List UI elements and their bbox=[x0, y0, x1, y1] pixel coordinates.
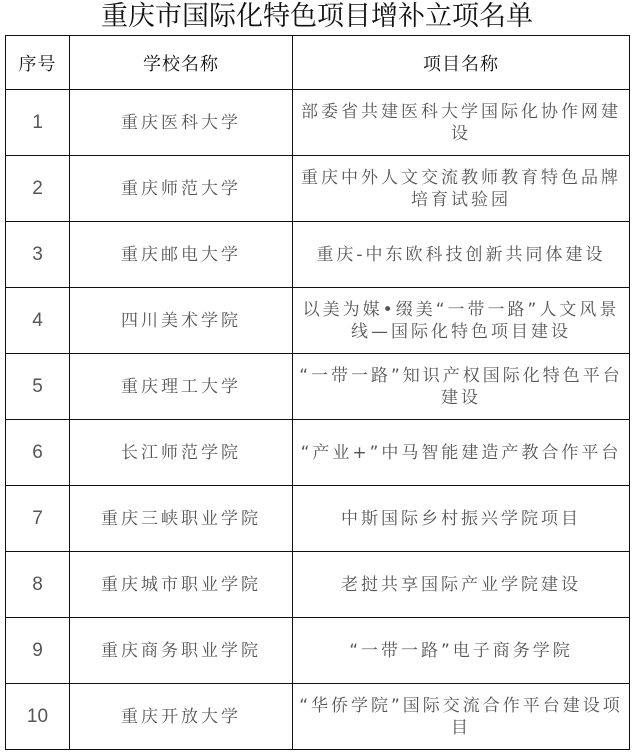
row-school: 四川美术学院 bbox=[70, 288, 293, 354]
row-project: “华侨学院”国际交流合作平台建设项目 bbox=[293, 684, 630, 750]
row-school: 重庆理工大学 bbox=[70, 354, 293, 420]
row-no: 1 bbox=[6, 90, 70, 156]
row-project: “一带一路”电子商务学院 bbox=[293, 618, 630, 684]
table-row bbox=[6, 618, 630, 684]
row-no: 3 bbox=[6, 222, 70, 288]
document-title: 重庆市国际化特色项目增补立项名单 bbox=[101, 1, 533, 32]
row-project: 中斯国际乡村振兴学院项目 bbox=[293, 486, 630, 552]
row-school: 重庆三峡职业学院 bbox=[70, 486, 293, 552]
row-no: 8 bbox=[6, 552, 70, 618]
header-school: 学校名称 bbox=[70, 36, 293, 90]
table-row bbox=[6, 354, 630, 420]
row-school: 重庆医科大学 bbox=[70, 90, 293, 156]
row-project: 以美为媒•缀美“一带一路”人文风景线—国际化特色项目建设 bbox=[293, 288, 630, 354]
table-row bbox=[6, 684, 630, 750]
row-school: 重庆开放大学 bbox=[70, 684, 293, 750]
row-project: “一带一路”知识产权国际化特色平台建设 bbox=[293, 354, 630, 420]
row-no: 10 bbox=[6, 684, 70, 750]
row-school: 重庆商务职业学院 bbox=[70, 618, 293, 684]
row-no: 9 bbox=[6, 618, 70, 684]
table-row bbox=[6, 552, 630, 618]
header-project: 项目名称 bbox=[293, 36, 630, 90]
table-row bbox=[6, 420, 630, 486]
project-list-table bbox=[5, 35, 630, 750]
row-project: 部委省共建医科大学国际化协作网建设 bbox=[293, 90, 630, 156]
row-project: 老挝共享国际产业学院建设 bbox=[293, 552, 630, 618]
row-no: 5 bbox=[6, 354, 70, 420]
table-row bbox=[6, 486, 630, 552]
table-row bbox=[6, 288, 630, 354]
row-no: 6 bbox=[6, 420, 70, 486]
row-project: 重庆-中东欧科技创新共同体建设 bbox=[293, 222, 630, 288]
row-school: 重庆师范大学 bbox=[70, 156, 293, 222]
row-school: 重庆城市职业学院 bbox=[70, 552, 293, 618]
table-header-row bbox=[6, 36, 630, 90]
row-school: 重庆邮电大学 bbox=[70, 222, 293, 288]
row-project: 重庆中外人文交流教师教育特色品牌培育试验园 bbox=[293, 156, 630, 222]
row-school: 长江师范学院 bbox=[70, 420, 293, 486]
table-row bbox=[6, 156, 630, 222]
row-no: 2 bbox=[6, 156, 70, 222]
row-no: 4 bbox=[6, 288, 70, 354]
table-row bbox=[6, 222, 630, 288]
row-no: 7 bbox=[6, 486, 70, 552]
table-row bbox=[6, 90, 630, 156]
row-project: “产业+”中马智能建造产教合作平台 bbox=[293, 420, 630, 486]
header-no: 序号 bbox=[6, 36, 70, 90]
